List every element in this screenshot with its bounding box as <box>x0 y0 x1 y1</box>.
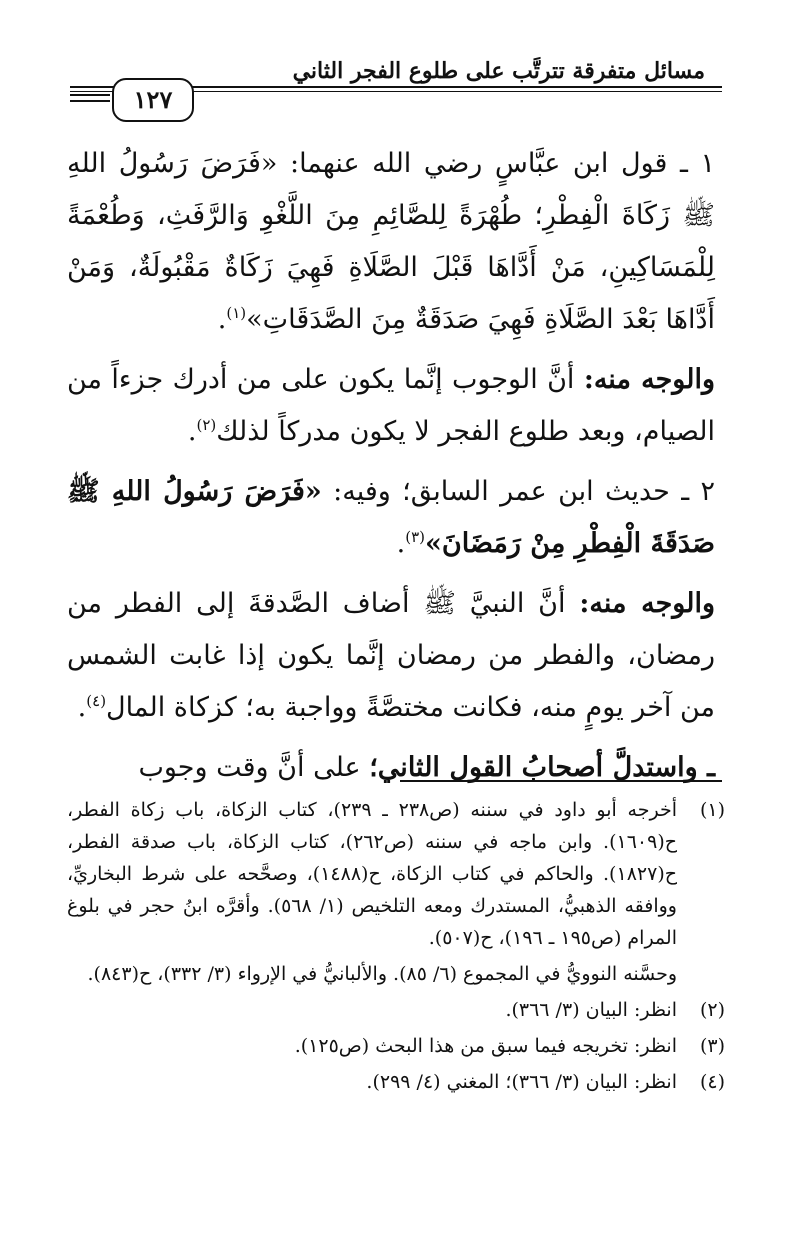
footnote-divider <box>400 780 722 782</box>
footnote-4 <box>67 1066 725 1098</box>
footnote-text: انظر: البيان (٣/ ٣٦٦)؛ المغني (٤/ ٢٩٩). <box>366 1071 677 1093</box>
footnote-number: (١) <box>699 799 725 821</box>
footnote-1-continuation: وحسَّنه النوويُّ في المجموع (٦/ ٨٥). والألبانيُّ في الإرواء (٣/ ٣٣٢)، ح(٨٤٣). <box>87 963 677 985</box>
page-number: ١٢٧ <box>112 78 194 122</box>
lead-phrase: والوجه منه: <box>583 364 716 395</box>
paragraph-1: ١ ـ قول ابن عبَّاسٍ رضي الله عنهما: «فَرَضَ رَسُولُ اللهِ ﷺ زَكَاةَ الْفِطْرِ؛ طُهْرَةً لِلصَّائِمِ مِنَ اللَّغْوِ وَالرَّفَثِ، وَطُعْمَةً لِلْمَسَاكِينِ، مَنْ أَدَّاهَا قَبْلَ الصَّلَاةِ فَهِيَ زَكَاةٌ مَقْبُولَةٌ، وَمَنْ أَدَّاهَا بَعْدَ الصَّلَاةِ فَهِيَ صَدَقَةٌ مِنَ الصَّدَقَاتِ»$^{(١)}$. <box>67 148 715 335</box>
footnote-ref[interactable]: (٢) <box>196 416 217 434</box>
main-text <box>67 138 715 802</box>
paragraph-3: ٢ ـ حديث ابن عمر السابق؛ وفيه: «فَرَضَ رَسُولُ اللهِ ﷺ صَدَقَةَ الْفِطْرِ مِنْ رَمَضَانَ»$^{(٣)}$. <box>67 476 715 559</box>
footnote-ref[interactable]: (١) <box>226 304 247 322</box>
footnote-3 <box>67 1030 725 1062</box>
footnote-text: انظر: البيان (٣/ ٣٦٦). <box>505 999 677 1021</box>
lead-phrase: ـ واستدلَّ أصحابُ القول الثاني؛ <box>369 752 715 783</box>
paragraph-2: والوجه منه: أنَّ الوجوب إنَّما يكون على من أدرك جزءاً من الصيام، وبعد طلوع الفجر لا يكون مدركاً لذلك$^{(٢)}$. <box>67 364 716 447</box>
footnotes <box>67 794 725 1102</box>
footnote-text: أخرجه أبو داود في سننه (ص٢٣٨ ـ ٢٣٩)، كتاب الزكاة، باب زكاة الفطر، ح(١٦٠٩). وابن ماجه في سننه (ص٢٦٢)، كتاب الزكاة، باب صدقة الفطر، ح(١٨٢٧). والحاكم في كتاب الزكاة، ح(١٤٨٨)، وصحَّحه على شرط البخاريِّ، ووافقه الذهبيُّ، المستدرك ومعه التلخيص (١/ ٥٦٨). وأقرَّه ابنُ حجر في بلوغ المرام (ص١٩٥ ـ ١٩٦)، ح(٥٠٧). <box>67 799 677 949</box>
paragraph-text: أنَّ الوجوب إنَّما يكون على من أدرك جزءاً من الصيام، وبعد طلوع الفجر لا يكون مدركاً لذلك <box>67 364 715 447</box>
footnote-ref[interactable]: (٤) <box>86 692 107 710</box>
paragraph-text: حديث ابن عمر السابق؛ وفيه: <box>333 476 670 507</box>
footnote-1 <box>67 794 725 954</box>
paragraph-5 <box>67 742 715 794</box>
item-number: ٢ ـ <box>681 476 715 507</box>
lead-phrase: والوجه منه: <box>579 588 715 619</box>
footnote-2 <box>67 994 725 1026</box>
running-title: مسائل متفرقة تترتَّب على طلوع الفجر الثاني <box>292 58 705 84</box>
hadith-quote: «فَرَضَ رَسُولُ اللهِ ﷺ صَدَقَةَ الْفِطْرِ مِنْ رَمَضَانَ» <box>67 476 715 559</box>
paragraph-text: أنَّ النبيَّ ﷺ أضاف الصَّدقةَ إلى الفطر من رمضان، والفطر من رمضان إنَّما يكون إذا غابت الشمس من آخر يومٍ منه، فكانت مختصَّةً وواجبة به؛ كزكاة المال <box>67 588 715 723</box>
footnote-number: (٢) <box>699 999 725 1021</box>
footnote-number: (٤) <box>699 1071 725 1093</box>
paragraph-text: على أنَّ وقت وجوب <box>138 752 361 783</box>
paragraph-4: والوجه منه: أنَّ النبيَّ ﷺ أضاف الصَّدقةَ إلى الفطر من رمضان، والفطر من رمضان إنَّما يكون إذا غابت الشمس من آخر يومٍ منه، فكانت مختصَّةً وواجبة به؛ كزكاة المال$^{(٤)}$. <box>67 588 715 723</box>
paragraph-text: قول ابن عبَّاسٍ رضي الله عنهما: «فَرَضَ رَسُولُ اللهِ ﷺ زَكَاةَ الْفِطْرِ؛ طُهْرَةً لِلصَّائِمِ مِنَ اللَّغْوِ وَالرَّفَثِ، وَطُعْمَةً لِلْمَسَاكِينِ، مَنْ أَدَّاهَا قَبْلَ الصَّلَاةِ فَهِيَ زَكَاةٌ مَقْبُولَةٌ، وَمَنْ أَدَّاهَا بَعْدَ الصَّلَاةِ فَهِيَ صَدَقَةٌ مِنَ الصَّدَقَاتِ» <box>67 148 715 335</box>
item-number: ١ ـ <box>680 148 715 179</box>
footnote-ref[interactable]: (٣) <box>405 528 426 546</box>
footnote-number: (٣) <box>699 1035 725 1057</box>
footnote-text: انظر: تخريجه فيما سبق من هذا البحث (ص١٢٥). <box>294 1035 677 1057</box>
